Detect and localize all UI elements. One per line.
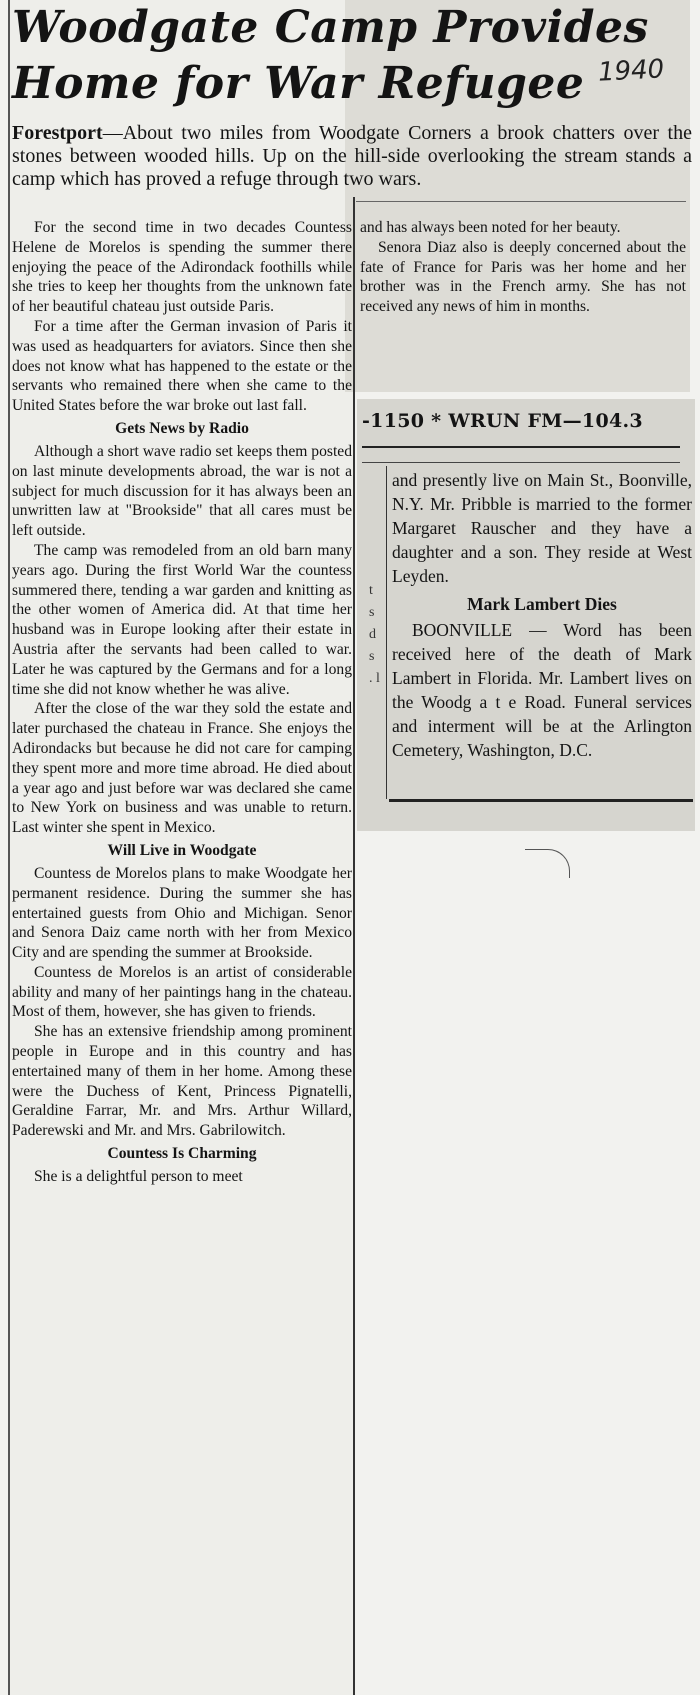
paragraph: The camp was remodeled from an old barn many years ago. During the first World War the countess summered there, tending a war garden and knitting as the other women of America did. At that time her husband was in Europe looking after their estate in Austria after the servants had been called to war. Later he was captured by the Germans and for a long time she did not know whether he was alive. — [12, 541, 352, 698]
column-top-rule — [356, 201, 686, 202]
clipping-bottom-rule — [389, 799, 693, 802]
clipping-side-rule — [386, 466, 387, 799]
paragraph: and presently live on Main St., Boonville, N.Y. Mr. Pribble is married to the former Margaret Rauscher and they have a daughter and a son. They reside at West Leyden. — [392, 470, 692, 586]
paragraph: For a time after the German invasion of Paris it was used as headquarters for aviators. Since then she does not know what has happened to the estate or the servants who remained there when she came to the United States before the war broke out last fall. — [12, 317, 352, 415]
paragraph: Countess de Morelos plans to make Woodgate her permanent residence. During the summer she has entertained guests from Ohio and Michigan. Senor and Senora Daiz came north with her from Mexico City and are spending the summer at Brookside. — [12, 864, 352, 962]
headline-line-1: Woodgate Camp Provides — [12, 2, 649, 53]
paragraph: and has always been noted for her beauty. — [360, 219, 621, 236]
paragraph: For the second time in two decades Countess Helene de Morelos is spending the summer there enjoying the peace of the Adirondack foothills while she tries to keep her thoughts from the unknown fate of her beautiful chateau just outside Paris. — [12, 219, 352, 316]
headline-line-2: Home for War Refugee — [12, 58, 585, 109]
radio-station-header: -1150 * WRUN FM—104.3 — [362, 410, 643, 432]
lede-text: —About two miles from Woodgate Corners a brook chatters over the stones between wooded hills. Up on the hill-side overlooking the stream stands a camp which has proved a refuge through two wars. — [12, 122, 692, 190]
left-margin-rule — [8, 0, 10, 1695]
header-rule-thin — [362, 462, 680, 463]
subheading: Countess Is Charming — [107, 1145, 257, 1163]
lede-paragraph — [12, 122, 692, 191]
subheading: Mark Lambert Dies — [467, 594, 617, 614]
paragraph: After the close of the war they sold the estate and later purchased the chateau in France. She enjoys the Adirondacks but because he did not care for camping they spent more and more time abroad. He died about a year ago and just before war was declared she came to New York on business and was unable to return. Last winter she spent in Mexico. — [12, 700, 352, 837]
paragraph: BOONVILLE — Word has been received here of the death of Mark Lambert in Florida. Mr. Lambert lives on the Woodg a t e Road. Funeral services and interment will be at the Arlington Cemetery, Washington, D.C. — [392, 620, 692, 760]
clipping-margin-letters: t s d s . l — [369, 583, 380, 686]
subheading: Gets News by Radio — [115, 419, 249, 437]
article-left-column — [12, 218, 352, 1187]
subheading: Will Live in Woodgate — [107, 841, 257, 859]
paragraph: She is a delightful person to meet — [34, 1168, 243, 1186]
paragraph: Countess de Morelos is an artist of considerable ability and many of her paintings hang in the chateau. Most of them, however, she has given to friends. — [12, 963, 352, 1021]
pencil-mark — [525, 849, 570, 878]
column-divider — [353, 197, 355, 1695]
paragraph: Senora Diaz also is deeply concerned about the fate of France for Paris was her home and her brother was in the French army. She has not received any news of him in months. — [360, 238, 686, 316]
headline — [12, 0, 692, 112]
clipping-body — [392, 468, 692, 762]
handwritten-year-note: 1940 — [597, 54, 665, 88]
paragraph: Although a short wave radio set keeps them posted on last minute developments abroad, the war is not a subject for much discussion for it has always been an unwritten law at "Brookside" that all cares must be left outside. — [12, 442, 352, 540]
paragraph: She has an extensive friendship among prominent people in Europe and in this country and has entertained many of them in her home. Among these were the Duchess of Kent, Princess Pignatelli, Geraldine Farrar, Mr. and Mrs. Arthur Willard, Paderewski and Mr. and Mrs. Gabrilowitch. — [12, 1023, 352, 1140]
dateline: Forestport — [12, 122, 103, 144]
article-right-column — [360, 218, 686, 317]
header-rule — [362, 446, 680, 448]
